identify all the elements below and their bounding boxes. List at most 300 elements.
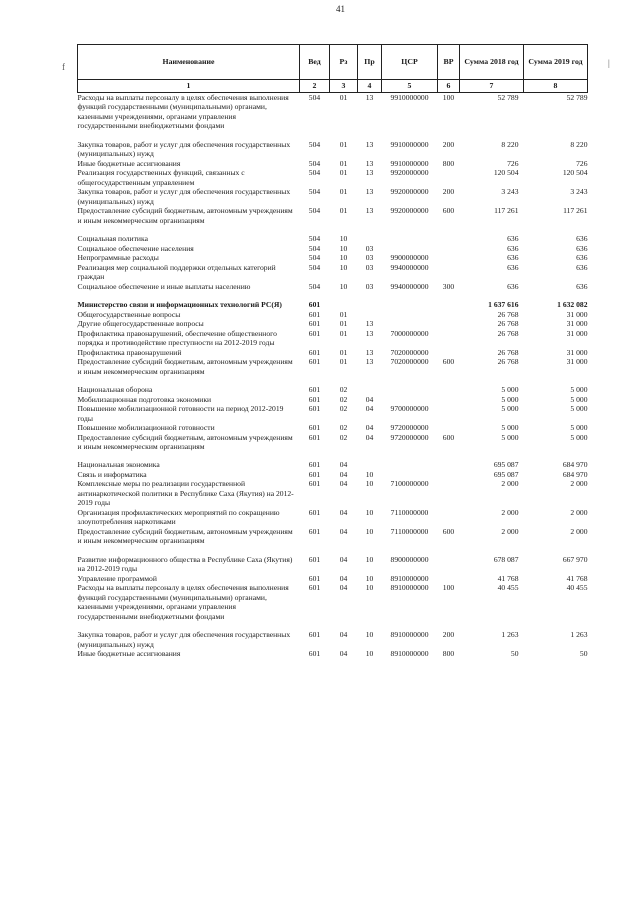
table-row [78,404,588,423]
row-sum-2019: 40 455 [566,583,588,593]
row-rz: 01 [339,139,348,149]
table-row [78,93,588,131]
col-number: 2 [300,80,330,93]
table-row [78,470,588,479]
row-spacer [78,131,588,140]
col-header-sum-2018: Сумма 2018 год [460,45,524,80]
row-ved: 601 [308,385,321,395]
row-sum-2019: 2 000 [570,526,588,536]
row-pr: 04 [365,394,374,404]
row-rz: 04 [339,630,348,640]
row-ved: 504 [308,262,321,272]
row-csr: 9900000000 [390,253,429,263]
row-vr: 600 [442,432,455,442]
row-sum-2018: 5 000 [501,394,519,404]
row-name: Закупка товаров, работ и услуг для обеспечения государственных (муниципальных) нужд [77,630,291,649]
row-vr [438,244,460,253]
row-csr: 9720000000 [390,432,429,442]
row-vr [438,574,460,583]
row-pr: 10 [365,583,374,593]
col-header-rz: Рз [330,45,358,80]
row-sum-2019: 5 000 [570,394,588,404]
row-csr: 7110000000 [390,526,429,536]
table-row [78,460,588,469]
row-name: Социальное обеспечение и иные выплаты населению [77,281,251,291]
row-name: Профилактика правонарушений, обеспечение общественного порядка и противодействие преступности на 2012-2019 годы [77,328,277,348]
row-sum-2018: 1 263 [501,630,519,640]
row-sum-2019: 636 [576,281,588,291]
row-name: Управление программой [77,573,157,583]
row-sum-2018: 26 768 [497,357,519,367]
row-vr [438,310,460,319]
row-csr: 7100000000 [390,479,429,489]
row-spacer [78,451,588,460]
row-name: Закупка товаров, работ и услуг для обеспечения государственных (муниципальных) нужд [77,139,291,159]
table-row [78,630,588,649]
row-name: Развитие информационного общества в Республике Саха (Якутия) на 2012-2019 годы [77,554,293,574]
table-row [78,508,588,527]
col-number: 4 [358,80,382,93]
row-vr [438,319,460,328]
row-csr [382,460,438,469]
row-csr [382,310,438,319]
row-pr: 10 [365,469,374,479]
row-csr: 9910000000 [390,93,429,102]
row-ved: 601 [308,394,321,404]
row-sum-2019: 5 000 [570,423,588,433]
table-row [78,300,588,309]
row-sum-2019: 1 263 [570,630,588,640]
row-csr [382,319,438,328]
row-csr: 9940000000 [390,281,429,291]
row-pr: 10 [365,479,374,489]
col-number: 6 [438,80,460,93]
row-sum-2019: 31 000 [566,357,588,367]
row-sum-2018: 26 768 [497,309,519,319]
row-ved: 504 [308,168,321,178]
row-sum-2019: 636 [576,234,588,244]
row-ved: 601 [308,583,321,593]
row-vr: 800 [442,158,455,168]
row-rz: 10 [339,243,348,253]
row-vr: 100 [442,93,455,102]
row-sum-2018: 8 220 [501,139,519,149]
row-name: Иные бюджетные ассигнования [77,649,181,659]
row-ved: 601 [308,554,321,564]
row-sum-2019: 3 243 [570,187,588,197]
row-pr: 10 [365,526,374,536]
row-sum-2018: 636 [507,281,519,291]
row-sum-2018: 636 [507,262,519,272]
row-csr: 7020000000 [390,357,429,367]
table-row [78,357,588,376]
left-margin-mark: f [62,62,65,72]
row-name: Связь и информатика [77,469,147,479]
table-row [78,282,588,291]
row-sum-2018: 26 768 [497,319,519,329]
row-name: Национальная оборона [77,385,153,395]
table-row [78,385,588,394]
table-row [78,329,588,348]
row-vr [438,470,460,479]
row-pr: 10 [365,554,374,564]
row-csr: 8910000000 [390,630,429,640]
row-pr: 03 [365,262,374,272]
row-csr: 8910000000 [390,573,429,583]
row-sum-2018: 636 [507,234,519,244]
row-sum-2019: 1 632 082 [557,300,588,310]
row-name: Социальная политика [77,234,148,244]
row-rz: 01 [339,158,348,168]
row-vr: 800 [442,649,455,659]
row-rz: 04 [339,554,348,564]
row-sum-2018: 120 504 [493,168,519,178]
row-sum-2018: 50 [510,649,519,659]
row-ved: 504 [308,253,321,263]
row-csr: 9920000000 [390,168,429,178]
row-vr [438,385,460,394]
row-pr: 13 [365,206,374,216]
row-ved: 601 [308,300,321,310]
row-sum-2019: 5 000 [570,404,588,414]
row-sum-2018: 5 000 [501,385,519,395]
row-rz: 04 [339,573,348,583]
row-sum-2019: 41 768 [566,573,588,583]
table-row [78,244,588,253]
row-rz: 01 [339,309,348,319]
row-vr: 600 [442,206,455,216]
row-rz: 10 [339,262,348,272]
col-number: 3 [330,80,358,93]
row-pr: 10 [365,573,374,583]
row-rz: 04 [339,649,348,659]
row-rz: 01 [339,328,348,338]
table-header [78,45,588,93]
row-ved: 504 [308,93,321,102]
row-name: Общегосударственные вопросы [77,309,181,319]
row-pr: 13 [365,357,374,367]
row-name: Профилактика правонарушений [77,347,182,357]
row-vr [438,404,460,423]
row-rz: 10 [339,281,348,291]
row-pr: 13 [365,168,374,178]
row-vr [438,263,460,282]
row-sum-2018: 5 000 [501,404,519,414]
row-sum-2018: 3 243 [501,187,519,197]
row-csr: 9700000000 [390,404,429,414]
row-sum-2019: 684 970 [562,469,588,479]
row-ved: 504 [308,234,321,244]
row-pr: 03 [365,253,374,263]
row-sum-2018: 695 087 [493,460,519,470]
row-sum-2018: 26 768 [497,328,519,338]
row-pr [358,385,382,394]
row-name: Комплексные меры по реализации государственной антинаркотической политики в Республике Саха (Якутия) на 2012-2019 годы [77,479,294,508]
row-sum-2019: 2 000 [570,479,588,489]
row-csr: 8910000000 [390,649,429,659]
row-vr [438,460,460,469]
row-vr: 600 [442,357,455,367]
row-sum-2018: 695 087 [493,469,519,479]
table-row [78,479,588,507]
row-rz: 04 [339,479,348,489]
row-csr [382,385,438,394]
row-pr: 03 [365,243,374,253]
table-row [78,527,588,546]
row-sum-2018: 40 455 [497,583,519,593]
row-ved: 601 [308,404,321,414]
row-spacer [78,546,588,555]
row-ved: 601 [308,507,321,517]
row-sum-2019: 726 [576,158,588,168]
row-vr [438,555,460,574]
row-pr: 13 [365,158,374,168]
row-ved: 601 [308,309,321,319]
row-sum-2018: 41 768 [497,573,519,583]
row-sum-2019: 31 000 [566,328,588,338]
row-pr: 13 [365,347,374,357]
row-rz: 02 [339,394,348,404]
col-number: 8 [524,80,588,93]
row-rz: 01 [339,347,348,357]
row-name: Организация профилактических мероприятий по сокращению злоупотребления наркотиками [77,507,280,527]
row-sum-2019: 2 000 [570,507,588,517]
row-pr: 04 [365,423,374,433]
row-csr: 9940000000 [390,262,429,272]
table-row [78,253,588,262]
row-ved: 601 [308,347,321,357]
row-rz: 04 [339,526,348,536]
row-ved: 601 [308,319,321,329]
row-sum-2019: 667 970 [562,554,588,564]
row-csr [382,300,438,309]
row-vr [438,508,460,527]
row-rz: 01 [339,168,348,178]
row-csr: 9910000000 [390,158,429,168]
row-pr [358,300,382,309]
row-sum-2018: 52 789 [497,93,519,102]
col-header-sum-2019: Сумма 2019 год [524,45,588,80]
row-name: Министерство связи и информационных технологий РС(Я) [77,300,282,310]
row-pr: 13 [365,187,374,197]
row-name: Повышение мобилизационной готовности [77,423,215,433]
row-csr: 9920000000 [390,187,429,197]
row-name: Предоставление субсидий бюджетным, автономным учреждениям и иным некоммерческим организациям [77,357,293,376]
row-pr: 13 [365,328,374,338]
row-name: Предоставление субсидий бюджетным, автономным учреждениям и иным некоммерческим организациям [77,206,293,225]
table-row [78,583,588,621]
row-sum-2019: 8 220 [570,139,588,149]
row-vr [438,253,460,262]
row-ved: 504 [308,281,321,291]
col-header-name: Наименование [78,45,300,80]
row-sum-2019: 31 000 [566,309,588,319]
row-name: Расходы на выплаты персоналу в целях обеспечения выполнения функций государственными (муниципальными) органами, казенными учреждениями, органами управления государственными внебюджетными фондами [77,583,289,621]
col-number: 1 [78,80,300,93]
row-csr [382,395,438,404]
row-csr: 9910000000 [390,139,429,149]
row-name: Другие общегосударственные вопросы [77,319,204,329]
row-csr: 9920000000 [390,206,429,216]
row-csr: 7110000000 [390,507,429,517]
table-row [78,159,588,168]
row-rz: 04 [339,507,348,517]
row-ved: 601 [308,357,321,367]
row-csr: 7000000000 [390,328,429,338]
row-name: Расходы на выплаты персоналу в целях обеспечения выполнения функций государственными (муниципальными) органами, казенными учреждениями, органами управления государственными внебюджетными фондами [77,93,289,131]
col-header-vr: ВР [438,45,460,80]
row-pr: 04 [365,432,374,442]
row-sum-2018: 5 000 [501,423,519,433]
row-pr [358,234,382,243]
row-sum-2018: 636 [507,253,519,263]
row-pr [358,460,382,469]
row-rz: 01 [339,357,348,367]
row-ved: 601 [308,479,321,489]
row-rz: 02 [339,385,348,395]
row-name: Социальное обеспечение населения [77,243,194,253]
row-vr [438,423,460,432]
table-row [78,423,588,432]
row-csr [382,234,438,243]
table-row [78,348,588,357]
row-rz: 10 [339,234,348,244]
col-number: 7 [460,80,524,93]
row-rz: 04 [339,469,348,479]
row-pr: 10 [365,507,374,517]
row-csr: 9720000000 [390,423,429,433]
row-rz: 04 [339,583,348,593]
row-ved: 504 [308,139,321,149]
row-name: Предоставление субсидий бюджетным, автономным учреждениям и иным некоммерческим организациям [77,432,293,451]
row-sum-2019: 117 261 [563,206,588,216]
row-spacer [78,376,588,385]
row-sum-2019: 684 970 [562,460,588,470]
row-name: Мобилизационная подготовка экономики [77,394,212,404]
row-sum-2019: 636 [576,262,588,272]
row-pr: 13 [365,319,374,329]
row-sum-2019: 5 000 [570,385,588,395]
right-margin-mark: | [608,58,610,68]
table-row [78,140,588,159]
row-ved: 601 [308,460,321,470]
row-sum-2019: 636 [576,243,588,253]
row-sum-2018: 2 000 [501,526,519,536]
row-pr: 13 [365,139,374,149]
table-row [78,395,588,404]
row-vr: 200 [442,187,455,197]
row-vr: 100 [442,583,455,593]
row-spacer [78,621,588,630]
row-ved: 601 [308,423,321,433]
row-vr [438,329,460,348]
table-row [78,234,588,243]
row-name: Предоставление субсидий бюджетным, автономным учреждениям и иным некоммерческим организациям [77,526,293,546]
row-pr: 10 [365,649,374,659]
row-sum-2019: 5 000 [570,432,588,442]
row-sum-2018: 117 261 [494,206,519,216]
row-pr: 13 [365,93,374,102]
col-number: 5 [382,80,438,93]
row-sum-2018: 2 000 [501,479,519,489]
col-header-csr: ЦСР [382,45,438,80]
row-ved: 601 [308,328,321,338]
table-row [78,187,588,206]
row-ved: 601 [308,526,321,536]
table-row [78,168,588,187]
row-ved: 504 [308,187,321,197]
row-sum-2018: 5 000 [501,432,519,442]
row-rz: 02 [339,432,348,442]
row-csr [382,244,438,253]
table-row [78,206,588,225]
row-sum-2019: 52 789 [566,93,588,102]
col-header-ved: Вед [300,45,330,80]
row-rz: 04 [339,460,348,470]
page-number: 41 [336,4,345,14]
row-sum-2018: 636 [507,243,519,253]
row-ved: 504 [308,158,321,168]
row-name: Непрограммные расходы [77,253,159,263]
row-rz: 02 [339,423,348,433]
row-vr: 200 [442,630,455,640]
row-vr: 600 [442,526,455,536]
row-sum-2018: 2 000 [501,507,519,517]
row-ved: 601 [308,630,321,640]
row-sum-2019: 120 504 [562,168,588,178]
row-rz: 01 [339,319,348,329]
col-header-pr: Пр [358,45,382,80]
budget-table [77,44,588,659]
row-ved: 601 [308,432,321,442]
row-ved: 601 [308,573,321,583]
row-sum-2019: 50 [579,649,588,659]
row-rz: 01 [339,187,348,197]
table-row [78,574,588,583]
table-body [78,93,588,659]
row-ved: 601 [308,469,321,479]
row-vr [438,479,460,507]
table-row [78,310,588,319]
row-rz: 10 [339,253,348,263]
row-vr [438,348,460,357]
row-csr: 8900000000 [390,554,429,564]
row-ved: 504 [308,243,321,253]
row-vr [438,300,460,309]
row-name: Реализация государственных функций, связанных с общегосударственным управлением [77,168,245,187]
row-sum-2018: 26 768 [497,347,519,357]
table-row [78,649,588,658]
table-row [78,319,588,328]
row-ved: 601 [308,649,321,659]
row-vr [438,234,460,243]
row-name: Иные бюджетные ассигнования [77,158,181,168]
row-pr: 04 [365,404,374,414]
row-rz: 02 [339,404,348,414]
row-spacer [78,291,588,300]
row-vr [438,395,460,404]
row-csr: 8910000000 [390,583,429,593]
row-vr: 300 [442,281,455,291]
row-csr [382,470,438,479]
row-rz [330,300,358,309]
row-rz: 01 [339,206,348,216]
table-row [78,555,588,574]
table-row [78,263,588,282]
table-row [78,433,588,452]
row-ved: 504 [308,206,321,216]
row-name: Повышение мобилизационной готовности на период 2012-2019 годы [77,404,284,423]
